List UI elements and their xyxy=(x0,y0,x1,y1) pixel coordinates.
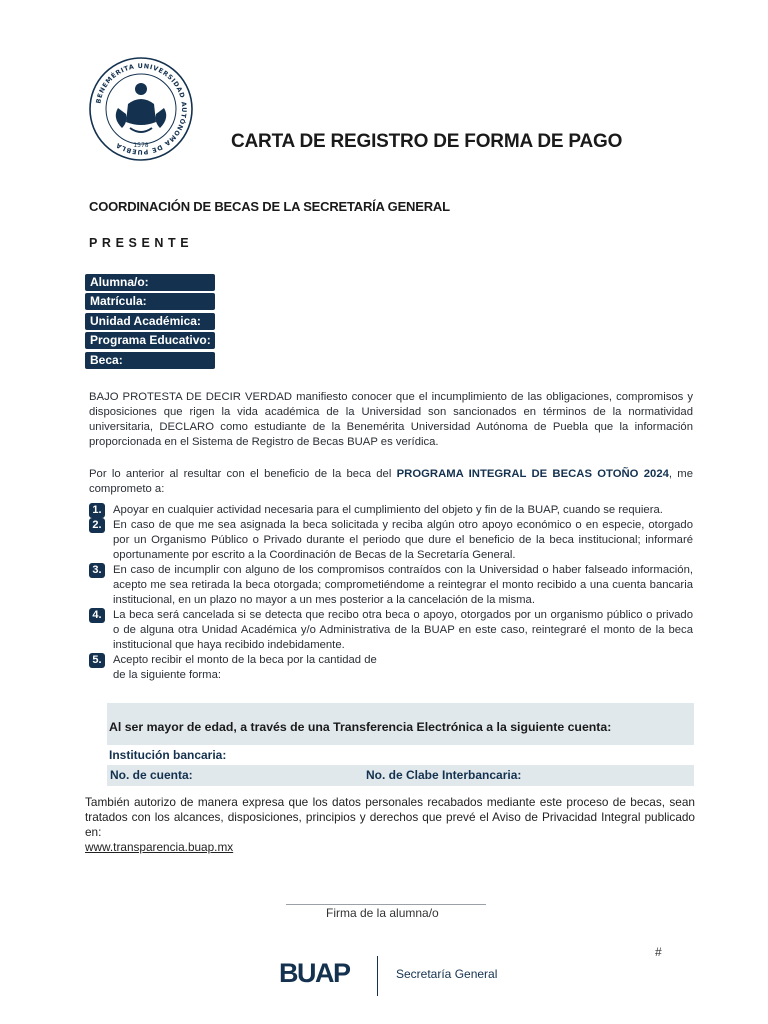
list-item xyxy=(89,653,389,683)
item-number-badge: 3. xyxy=(89,563,105,578)
field-label-enrollment: Matrícula: xyxy=(85,293,215,310)
bank-heading: Al ser mayor de edad, a través de una Transferencia Electrónica a la siguiente cuenta: xyxy=(107,703,694,745)
buap-logo: BUAP xyxy=(279,958,350,988)
field-label-student: Alumna/o: xyxy=(85,274,215,291)
program-name: PROGRAMA INTEGRAL DE BECAS OTOÑO 2024 xyxy=(396,468,669,480)
commitment-intro xyxy=(89,467,693,497)
item-number-badge: 4. xyxy=(89,608,105,623)
field-label-scholarship: Beca: xyxy=(85,352,215,369)
list-item xyxy=(89,563,693,608)
item-text: En caso de incumplir con alguno de los compromisos contraídos con la Universidad o haber falseado información, acepto me sea retirada la beca otorgada; comprometiéndome a reintegrar el monto recibido a una cuenta bancaria institucional, en un plazo no mayor a un mes posterior a la cancelación de la misma. xyxy=(113,564,693,606)
item-text: Acepto recibir el monto de la beca por la cantidad de de la siguiente forma: xyxy=(113,654,377,681)
item-number-badge: 2. xyxy=(89,518,105,533)
footer-divider xyxy=(377,956,378,996)
field-label-academic-unit: Unidad Académica: xyxy=(85,313,215,330)
page-marker: # xyxy=(655,945,662,959)
item-text: Apoyar en cualquier actividad necesaria para el cumplimiento del objeto y fin de la BUAP, cuando se requiera. xyxy=(113,504,663,516)
intro-text-before: Por lo anterior al resultar con el beneficio de la beca del xyxy=(89,468,397,480)
item-text: La beca será cancelada si se detecta que recibo otra beca o apoyo, otorgados por un organismo público o privado o de alguna otra Unidad Académica y/o Administrativa de la BUAP en este caso, reintegraré el monto de la beca institucional que haya recibido indebidamente. xyxy=(113,609,693,651)
privacy-paragraph xyxy=(85,795,695,855)
svg-text:BENEMÉRITA UNIVERSIDAD AUTÓNOM: BENEMÉRITA UNIVERSIDAD AUTÓNOMA DE PUEBLA xyxy=(94,61,189,157)
addressee: COORDINACIÓN DE BECAS DE LA SECRETARÍA GENERAL xyxy=(89,199,450,214)
list-item xyxy=(89,608,693,653)
signature-line xyxy=(286,904,486,905)
list-item xyxy=(89,503,693,518)
university-seal-icon xyxy=(88,56,194,162)
bank-transfer-table xyxy=(107,703,694,786)
list-item xyxy=(89,518,693,563)
declaration-paragraph: BAJO PROTESTA DE DECIR VERDAD manifiesto conocer que el incumplimiento de las obligaciones, compromisos y disposiciones que rigen la vida académica de la Universidad son sancionados en términos de la normatividad universitaria, DECLARO como estudiante de la Benemérita Universidad Autónoma de Puebla que la información proporcionada en el Sistema de Registro de Becas BUAP es verídica. xyxy=(89,391,693,448)
item-text: En caso de que me sea asignada la beca solicitada y reciba algún otro apoyo económico o en especie, otorgado por un Organismo Público o Privado durante el periodo que dure el beneficio de la beca institucional; informaré oportunamente por escrito a la Coordinación de Becas de la Secretaría General. xyxy=(113,519,693,561)
bank-institution-label: Institución bancaria: xyxy=(107,745,694,765)
bank-account-row xyxy=(107,765,694,786)
item-number-badge: 5. xyxy=(89,653,105,668)
greeting: PRESENTE xyxy=(89,236,194,250)
student-fields xyxy=(85,274,215,371)
department-name: Secretaría General xyxy=(396,967,498,981)
intro-text-after: , me comprometo a: xyxy=(89,468,694,495)
page-title: CARTA DE REGISTRO DE FORMA DE PAGO xyxy=(231,131,623,152)
privacy-link[interactable]: www.transparencia.buap.mx xyxy=(85,840,234,854)
clabe-label: No. de Clabe Interbancaria: xyxy=(366,768,522,782)
item-number-badge: 1. xyxy=(89,503,105,518)
privacy-text: También autorizo de manera expresa que los datos personales recabados mediante este proceso de becas, sean tratados con los alcances, disposiciones, principios y derechos que prevé el Aviso de Privacidad Integral publicado en: xyxy=(85,795,695,839)
field-label-program: Programa Educativo: xyxy=(85,332,215,349)
commitment-list xyxy=(89,503,693,683)
svg-text:1578: 1578 xyxy=(133,142,149,149)
signature-label: Firma de la alumna/o xyxy=(326,906,439,920)
account-number-label: No. de cuenta: xyxy=(110,768,193,782)
